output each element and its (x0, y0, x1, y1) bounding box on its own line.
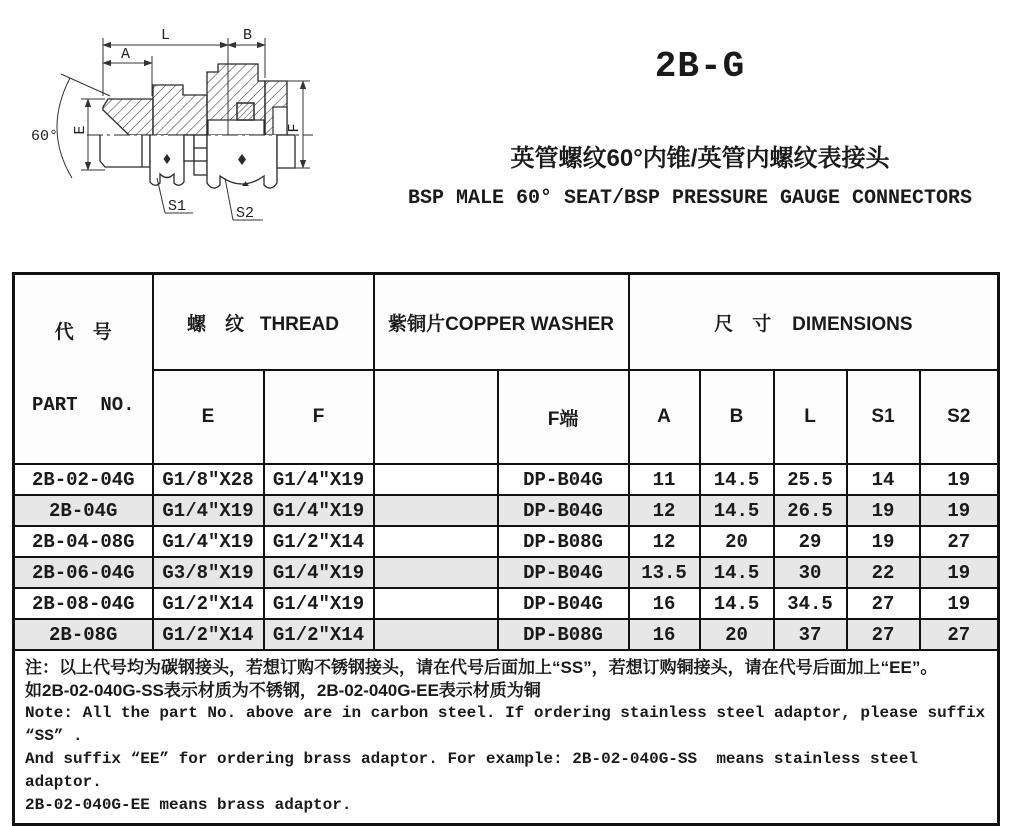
dim-label-f: F (286, 123, 303, 133)
header-dim-b: B (700, 370, 774, 464)
table-cell: 14 (847, 464, 920, 495)
table-cell: G1/4″X19 (264, 557, 374, 588)
header-dim-s1: S1 (847, 370, 920, 464)
fitting-outline-lower (100, 135, 295, 188)
header-thread-f: F (264, 370, 374, 464)
dim-label-e: E (72, 125, 89, 135)
page-title-chinese: 英管螺纹60°内锥/英管内螺纹表接头 (510, 145, 890, 172)
header-part-no (14, 274, 153, 465)
table-cell: 29 (774, 526, 847, 557)
technical-drawing (15, 8, 325, 243)
table-cell: 26.5 (774, 495, 847, 526)
table-cell: 37 (774, 619, 847, 650)
dim-label-s2: S2 (236, 205, 255, 222)
table-cell: 27 (920, 619, 999, 650)
table-cell: 14.5 (700, 557, 774, 588)
table-cell: 2B-06-04G (14, 557, 153, 588)
table-cell: 14.5 (700, 464, 774, 495)
header-dim-a: A (629, 370, 700, 464)
table-cell: 25.5 (774, 464, 847, 495)
table-row (14, 464, 999, 495)
table-cell: 2B-04-08G (14, 526, 153, 557)
dim-label-s1: S1 (168, 198, 187, 215)
table-cell: DP-B04G (498, 495, 629, 526)
table-cell: DP-B08G (498, 619, 629, 650)
header-dim-s2: S2 (920, 370, 999, 464)
table-cell: 16 (629, 588, 700, 619)
page-title-english: BSP MALE 60° SEAT/BSP PRESSURE GAUGE CONNECTORS (407, 187, 973, 210)
table-cell: 22 (847, 557, 920, 588)
header-thread-e: E (153, 370, 264, 464)
table-cell: 27 (847, 619, 920, 650)
table-cell: G1/2″X14 (264, 526, 374, 557)
table-row (14, 526, 999, 557)
table-cell: 2B-02-04G (14, 464, 153, 495)
header-part-no-en: PART NO. (31, 394, 135, 416)
table-cell: 19 (920, 557, 999, 588)
header-thread: 螺 纹 THREAD (153, 274, 374, 371)
table-cell: 2B-04G (14, 495, 153, 526)
dim-label-angle: 60° (31, 128, 59, 145)
table-cell: G1/4″X19 (153, 526, 264, 557)
table-row (14, 557, 999, 588)
table-cell: 19 (847, 495, 920, 526)
header-washer-blank (374, 370, 498, 464)
table-cell: G1/4″X19 (264, 495, 374, 526)
table-cell: 13.5 (629, 557, 700, 588)
note-line: Note: All the part No. above are in carbon steel. If ordering stainless steel adaptor, please suffix “SS” . (25, 704, 995, 745)
table-cell: 14.5 (700, 495, 774, 526)
table-cell: G1/2″X14 (153, 619, 264, 650)
header-part-no-cn: 代 号 (54, 322, 112, 343)
table-cell: 11 (629, 464, 700, 495)
header-row-columns (14, 370, 999, 464)
table-cell: 19 (847, 526, 920, 557)
table-cell: 27 (847, 588, 920, 619)
header-row-groups (14, 274, 999, 371)
nut-bore (208, 120, 264, 135)
header-washer-f-end: F端 (498, 370, 629, 464)
table-cell: G1/4″X19 (264, 588, 374, 619)
spec-table (12, 272, 1000, 826)
dim-label-b: B (243, 27, 253, 44)
table-cell: G1/2″X14 (153, 588, 264, 619)
header-dimensions: 尺 寸 DIMENSIONS (629, 274, 999, 371)
dim-label-a: A (121, 46, 131, 63)
table-cell (374, 619, 498, 650)
table-cell (374, 588, 498, 619)
table-cell: 14.5 (700, 588, 774, 619)
port-opening (273, 107, 287, 135)
note-line: 注：以上代号均为碳钢接头，若想订购不锈钢接头，请在代号后面加上“SS”，若想订购铜接头，请在代号后面加上“EE”。 (25, 658, 938, 677)
table-body (14, 464, 999, 650)
table-cell: 19 (920, 464, 999, 495)
table-cell (374, 495, 498, 526)
dim-label-l: L (161, 27, 171, 44)
table-cell: 20 (700, 526, 774, 557)
table-row (14, 495, 999, 526)
table-row (14, 588, 999, 619)
table-cell: DP-B04G (498, 588, 629, 619)
table-cell: 12 (629, 526, 700, 557)
note-line: And suffix “EE” for ordering brass adaptor. For example: 2B-02-040G-SS means stainless steel adaptor. (25, 750, 928, 791)
note-line: 如2B-02-040G-SS表示材质为不锈钢，2B-02-040G-EE表示材质为铜 (25, 681, 541, 700)
table-row (14, 619, 999, 650)
model-title: 2B-G (654, 46, 746, 87)
table-cell: 19 (920, 588, 999, 619)
table-cell: DP-B04G (498, 557, 629, 588)
notes-row (14, 650, 999, 825)
table-cell: G1/4″X19 (153, 495, 264, 526)
table-cell: 19 (920, 495, 999, 526)
table-cell: 16 (629, 619, 700, 650)
table-cell: 2B-08G (14, 619, 153, 650)
table-cell: 20 (700, 619, 774, 650)
table-cell: DP-B08G (498, 526, 629, 557)
header-dim-l: L (774, 370, 847, 464)
table-cell: 34.5 (774, 588, 847, 619)
notes-cell (14, 650, 999, 825)
table-cell: 27 (920, 526, 999, 557)
table-cell: 2B-08-04G (14, 588, 153, 619)
table-cell: G1/2″X14 (264, 619, 374, 650)
table-cell: DP-B04G (498, 464, 629, 495)
table-cell: 12 (629, 495, 700, 526)
table-cell (374, 526, 498, 557)
table-cell: G1/8″X28 (153, 464, 264, 495)
note-line: 2B-02-040G-EE means brass adaptor. (25, 796, 352, 814)
copper-washer-section (237, 103, 254, 120)
table-cell (374, 464, 498, 495)
header-copper-washer: 紫铜片COPPER WASHER (374, 274, 629, 371)
table-cell (374, 557, 498, 588)
table-cell: 30 (774, 557, 847, 588)
table-cell: G3/8″X19 (153, 557, 264, 588)
table-cell: G1/4″X19 (264, 464, 374, 495)
